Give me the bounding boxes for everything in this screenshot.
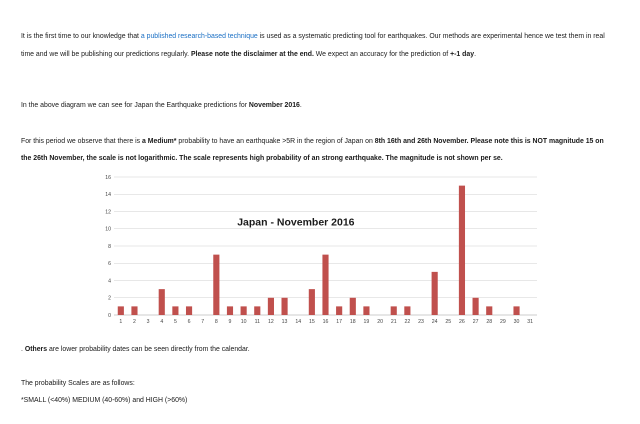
bar-day-1	[118, 306, 124, 315]
scale-note: the 26th November, the scale is not logarithmic. The scale represents high probability of an strong earthquake. The magnitude is not shown per se.	[21, 155, 503, 162]
intro-text: time and we will be publishing our predictions regularly.	[21, 51, 191, 58]
x-tick-label: 31	[527, 319, 534, 325]
intro-text: is used as a systematic predicting tool for earthquakes. Our methods are experimental hence we test them in real	[257, 33, 605, 40]
x-tick-label: 19	[363, 319, 370, 325]
chart-title: Japan - November 2016	[237, 216, 355, 229]
x-tick-label: 20	[377, 319, 383, 325]
x-tick-label: 8	[214, 319, 218, 325]
bar-day-12	[268, 298, 274, 315]
scales-heading: The probability Scales are as follows:	[21, 380, 135, 387]
x-tick-label: 29	[499, 319, 506, 325]
bar-day-10	[241, 306, 247, 315]
x-tick-label: 3	[146, 319, 150, 325]
bar-day-15	[309, 289, 315, 315]
bar-day-9	[227, 306, 233, 315]
probability-level: a Medium*	[142, 138, 177, 145]
x-tick-label: 1	[119, 319, 123, 325]
y-tick-label: 4	[108, 278, 111, 285]
x-tick-label: 13	[281, 319, 288, 325]
bar-day-17	[336, 306, 342, 315]
others-paragraph	[21, 339, 627, 360]
earthquake-prediction-chart	[100, 170, 540, 330]
bar-day-4	[159, 289, 165, 315]
x-tick-label: 6	[187, 319, 191, 325]
x-tick-label: 25	[445, 319, 452, 325]
disclaimer-note: Please note the disclaimer at the end.	[190, 51, 314, 58]
bar-day-27	[473, 298, 479, 315]
accuracy-value: +-1 day	[450, 51, 475, 58]
others-label: Others	[24, 346, 48, 353]
x-tick-label: 18	[349, 319, 356, 325]
x-tick-label: 7	[201, 319, 205, 325]
x-tick-label: 15	[308, 319, 315, 325]
bar-day-24	[432, 272, 438, 315]
scales-values: *SMALL (<40%) MEDIUM (40-60%) and HIGH (>60%)	[21, 397, 188, 404]
others-text: .	[21, 346, 25, 353]
period-paragraph-line-2	[21, 148, 627, 169]
intro-paragraph-line-2	[21, 44, 627, 65]
diagram-paragraph	[21, 95, 627, 116]
y-tick-label: 16	[105, 174, 111, 181]
period-text: probability to have an earthquake >5R in the region of Japan on	[176, 138, 375, 145]
diagram-month: November 2016	[248, 102, 300, 109]
others-text: are lower probability dates can be seen directly from the calendar.	[47, 346, 250, 353]
bar-day-2	[131, 306, 137, 315]
diagram-text: In the above diagram we can see for Japan the Earthquake predictions for	[21, 102, 249, 109]
bar-day-11	[254, 306, 260, 315]
x-tick-label: 5	[173, 319, 177, 325]
bar-day-8	[213, 255, 219, 315]
y-tick-label: 14	[105, 192, 111, 199]
x-tick-label: 10	[240, 319, 247, 325]
x-tick-label: 17	[336, 319, 343, 325]
x-tick-label: 11	[254, 319, 260, 325]
y-tick-label: 10	[105, 226, 111, 233]
x-tick-label: 22	[404, 319, 411, 325]
research-technique-link[interactable]: a published research-based technique	[140, 33, 258, 40]
x-tick-label: 24	[431, 319, 438, 325]
bar-day-21	[391, 306, 397, 315]
x-tick-label: 4	[160, 319, 164, 325]
x-tick-label: 12	[268, 319, 274, 325]
bar-day-22	[404, 306, 410, 315]
x-tick-label: 16	[322, 319, 329, 325]
bar-day-26	[459, 186, 465, 315]
intro-text: .	[474, 51, 476, 58]
x-tick-label: 14	[295, 319, 302, 325]
y-tick-label: 8	[108, 243, 111, 250]
bar-day-18	[350, 298, 356, 315]
chart-bars	[118, 186, 520, 315]
x-tick-label: 27	[472, 319, 479, 325]
chart-y-axis	[105, 175, 111, 319]
x-tick-label: 26	[459, 319, 465, 325]
period-text: For this period we observe that there is	[21, 138, 143, 145]
y-tick-label: 6	[108, 261, 111, 268]
bar-day-13	[281, 298, 287, 315]
bar-day-16	[322, 255, 328, 315]
bar-day-28	[486, 306, 492, 315]
x-tick-label: 23	[418, 319, 424, 325]
x-tick-label: 21	[390, 319, 397, 325]
bar-day-19	[363, 306, 369, 315]
prediction-dates: 8th 16th and 26th November. Please note this is NOT magnitude 15 on	[374, 138, 604, 145]
bar-day-6	[186, 306, 192, 315]
x-tick-label: 30	[513, 319, 520, 325]
x-tick-label: 28	[486, 319, 493, 325]
diagram-text: .	[299, 102, 302, 109]
y-tick-label: 2	[108, 295, 111, 302]
y-tick-label: 12	[105, 209, 111, 216]
x-tick-label: 9	[228, 319, 232, 325]
chart-x-axis	[119, 319, 533, 325]
intro-text: It is the first time to our knowledge that	[21, 33, 141, 40]
x-tick-label: 2	[133, 319, 136, 325]
bar-day-5	[172, 306, 178, 315]
y-tick-label: 0	[108, 312, 111, 319]
intro-text: We expect an accuracy for the prediction of	[313, 51, 451, 58]
bar-day-30	[513, 306, 519, 315]
